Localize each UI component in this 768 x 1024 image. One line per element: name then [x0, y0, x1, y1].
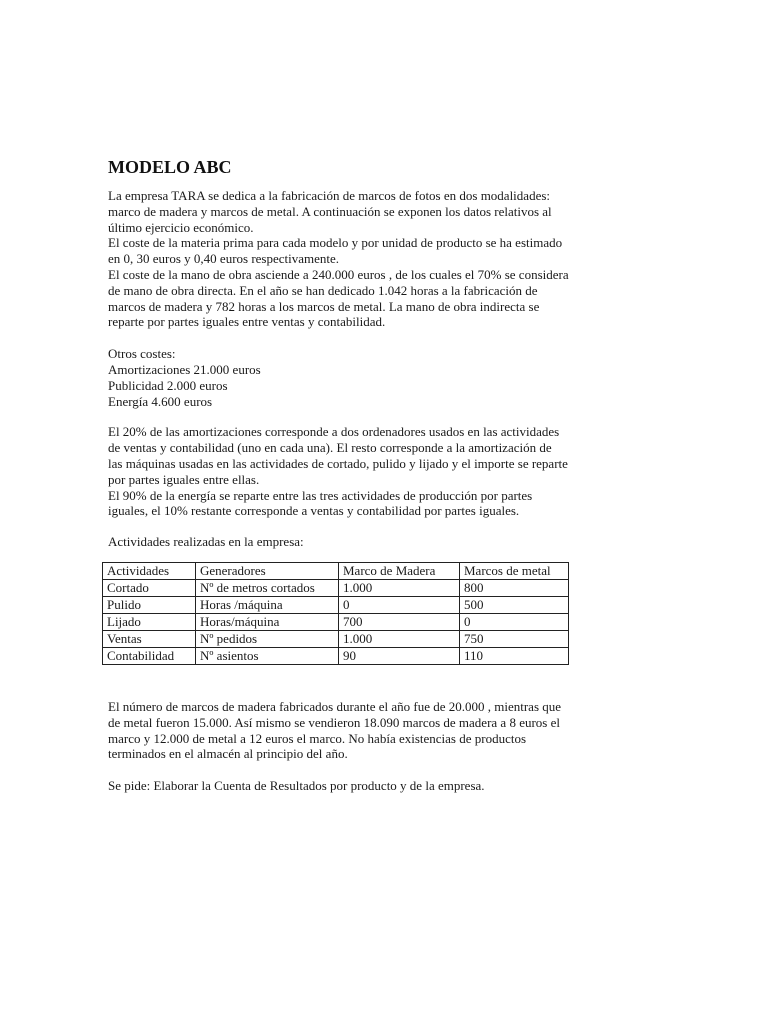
table-cell: 0 — [339, 596, 460, 613]
table-cell: Ventas — [103, 630, 196, 647]
actividades-heading: Actividades realizadas en la empresa: — [108, 534, 304, 550]
text-line: las máquinas usadas en las actividades de cortado, pulido y lijado y el importe se reparte — [108, 455, 568, 471]
text-line: marcos de madera y 782 horas a los marcos de metal. La mano de obra indirecta se — [108, 298, 540, 314]
text-line: El 90% de la energía se reparte entre las tres actividades de producción por partes — [108, 487, 533, 503]
otros-costes-heading: Otros costes: — [108, 346, 176, 362]
table-cell: Contabilidad — [103, 647, 196, 664]
table-header-row — [103, 562, 569, 579]
text-line: marco y 12.000 de metal a 12 euros el marco. No había existencias de productos — [108, 730, 527, 746]
reparto-paragraph — [108, 424, 648, 519]
table-cell: 1.000 — [339, 630, 460, 647]
table-header-cell: Actividades — [103, 562, 196, 579]
table-header-cell: Marcos de metal — [460, 562, 569, 579]
table-cell: Nº pedidos — [196, 630, 339, 647]
table-cell: Pulido — [103, 596, 196, 613]
actividades-table — [102, 562, 569, 665]
table-row — [103, 579, 569, 596]
text-line: El 20% de las amortizaciones corresponde a dos ordenadores usados en las actividades — [108, 424, 560, 440]
text-line: por partes iguales entre ellas. — [108, 471, 260, 487]
text-line: El coste de la materia prima para cada modelo y por unidad de producto se ha estimado — [108, 235, 563, 251]
table-cell: 700 — [339, 613, 460, 630]
table-cell: 500 — [460, 596, 569, 613]
text-line: El coste de la mano de obra asciende a 240.000 euros , de los cuales el 70% se considera — [108, 266, 569, 282]
se-pide-statement: Se pide: Elaborar la Cuenta de Resultados por producto y de la empresa. — [108, 778, 485, 794]
text-line: último ejercicio económico. — [108, 219, 254, 235]
text-line: marco de madera y marcos de metal. A continuación se exponen los datos relativos al — [108, 203, 552, 219]
table-header-cell: Marco de Madera — [339, 562, 460, 579]
table-cell: 750 — [460, 630, 569, 647]
table-cell: 0 — [460, 613, 569, 630]
table-cell: Cortado — [103, 579, 196, 596]
table-cell: Horas /máquina — [196, 596, 339, 613]
otros-costes-paragraph — [108, 346, 648, 409]
table-cell: 1.000 — [339, 579, 460, 596]
table-header-cell: Generadores — [196, 562, 339, 579]
text-line: El número de marcos de madera fabricados durante el año fue de 20.000 , mientras que — [108, 698, 562, 714]
text-line: iguales, el 10% restante corresponde a ventas y contabilidad por partes iguales. — [108, 503, 520, 519]
table-row — [103, 647, 569, 664]
document-page — [108, 156, 648, 794]
table-cell: Horas/máquina — [196, 613, 339, 630]
table-cell: Lijado — [103, 613, 196, 630]
cost-line-publicidad: Publicidad 2.000 euros — [108, 377, 228, 393]
text-line: La empresa TARA se dedica a la fabricación de marcos de fotos en dos modalidades: — [108, 188, 551, 203]
table-row — [103, 630, 569, 647]
cost-line-amortizaciones: Amortizaciones 21.000 euros — [108, 361, 261, 377]
table-row — [103, 613, 569, 630]
document-title: MODELO ABC — [108, 157, 232, 177]
table-cell: Nº de metros cortados — [196, 579, 339, 596]
table-cell: 800 — [460, 579, 569, 596]
text-line: terminados en el almacén al principio del año. — [108, 746, 348, 762]
cost-line-energia: Energía 4.600 euros — [108, 393, 213, 409]
text-line: de metal fueron 15.000. Así mismo se vendieron 18.090 marcos de madera a 8 euros el — [108, 714, 560, 730]
table-cell: Nº asientos — [196, 647, 339, 664]
table-cell: 110 — [460, 647, 569, 664]
text-line: de ventas y contabilidad (uno en cada una). El resto corresponde a la amortización de — [108, 440, 552, 456]
text-line: en 0, 30 euros y 0,40 euros respectivamente. — [108, 251, 340, 267]
table-row — [103, 596, 569, 613]
intro-paragraph — [108, 188, 648, 330]
produccion-paragraph — [108, 699, 648, 762]
text-line: de mano de obra directa. En el año se han dedicado 1.042 horas a la fabricación de — [108, 282, 538, 298]
table-cell: 90 — [339, 647, 460, 664]
text-line: reparte por partes iguales entre ventas y contabilidad. — [108, 314, 386, 330]
